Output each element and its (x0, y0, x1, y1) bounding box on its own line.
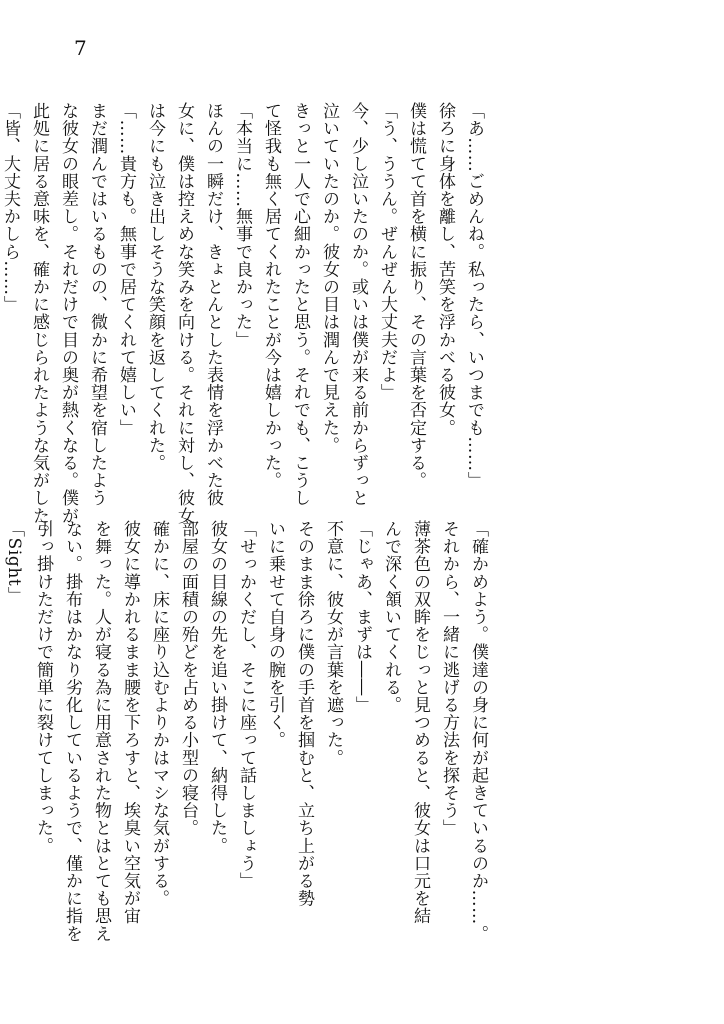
text-line: 徐ろに身体を離し、苦笑を浮かべる彼女。 (435, 102, 455, 437)
text-line: 此処に居る意味を、確かに感じられたような気がした。 (29, 102, 49, 542)
text-line: 薄茶色の双眸をじっと見つめると、彼女は口元を結 (410, 520, 430, 925)
text-line: 「皆、大丈夫かしら……」 (0, 102, 20, 314)
text-line: 「あ……ごめんね。私ったら、いつまでも……」 (464, 102, 484, 490)
text-line: 今、少し泣いたのか。或いは僕が来る前からずっと (348, 102, 368, 507)
text-line: んで深く頷いてくれる。 (381, 520, 401, 714)
text-line: 僕は慌てて首を横に振り、その言葉を否定する。 (406, 102, 426, 490)
text-line: 女に、僕は控えめな笑みを向ける。それに対し、彼女 (174, 102, 194, 525)
text-line: 「じゃあ、まずは――」 (352, 520, 372, 714)
page-number: 7 (74, 36, 87, 60)
text-line: 確かに、床に座り込むよりかはマシな気がする。 (149, 520, 169, 908)
text-line: 「せっかくだし、そこに座って話しましょう」 (236, 520, 256, 890)
text-line: まだ潤んではいるものの、微かに希望を宿したよう (87, 102, 107, 507)
text-block-top (0, 102, 488, 542)
text-line: それから、一緒に逃げる方法を探そう」 (439, 520, 459, 837)
text-line: 「確かめよう。僕達の身に何が起きているのか……。 (468, 520, 488, 943)
text-line: 「本当に……無事で良かった」 (232, 102, 252, 349)
text-line: ほんの一瞬だけ、きょとんとした表情を浮かべた彼 (203, 102, 223, 507)
text-line: そのまま徐ろに僕の手首を掴むと、立ち上がる勢 (294, 520, 314, 908)
text-line: ない。掛布はかなり劣化しているようで、僅かに指を (62, 520, 82, 943)
text-line: を舞った。人が寝る為に用意された物とはとても思え (91, 520, 111, 943)
text-line: いに乗せて自身の腕を引く。 (265, 520, 285, 749)
text-line: 引っ掛けただけで簡単に裂けてしまった。 (33, 520, 53, 855)
text-line: て怪我も無く居てくれたことが今は嬉しかった。 (261, 102, 281, 490)
text-line: な彼女の眼差し。それだけで目の奥が熱くなる。僕が (58, 102, 78, 525)
text-block-bottom (4, 520, 492, 943)
text-line: きっと一人で心細かったと思う。それでも、こうし (290, 102, 310, 507)
text-line: 「Sight」 (4, 520, 24, 604)
text-line: 彼女に導かれるまま腰を下ろすと、埃臭い空気が宙 (120, 520, 140, 925)
text-line: 不意に、彼女が言葉を遮った。 (323, 520, 343, 767)
text-line: 部屋の面積の殆どを占める小型の寝台。 (178, 520, 198, 837)
text-line: 「……貴方も。無事で居てくれて嬉しい」 (116, 102, 136, 437)
text-line: 彼女の目線の先を追い掛けて、納得した。 (207, 520, 227, 855)
text-line: 「う、ううん。ぜんぜん大丈夫だよ」 (377, 102, 397, 402)
text-line: は今にも泣き出しそうな笑顔を返してくれた。 (145, 102, 165, 472)
text-line: 泣いていたのか。彼女の目は潤んで見えた。 (319, 102, 339, 454)
